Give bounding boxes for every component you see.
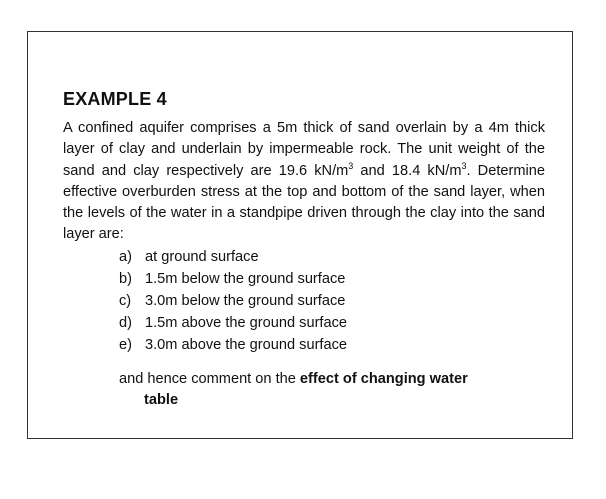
- option-text: 3.0m below the ground surface: [145, 292, 346, 309]
- list-item: [119, 268, 563, 290]
- option-text: 1.5m above the ground surface: [145, 314, 348, 331]
- list-item: [119, 290, 563, 312]
- example-content: [63, 88, 563, 411]
- option-text: 1.5m below the ground surface: [145, 270, 346, 287]
- closing-plain-text: and hence comment on the: [119, 370, 300, 387]
- option-letter: a): [119, 248, 132, 265]
- statement-text-3: . Determine effective overburden stress at the top and bottom of the sand layer, when the levels of the water in a standpipe driven through the clay into the sand layer are:: [63, 162, 545, 243]
- statement-text-2: and 18.4 kN/m: [353, 162, 462, 179]
- problem-statement: [63, 118, 545, 246]
- list-item: [119, 312, 563, 334]
- closing-remark: [119, 369, 539, 411]
- superscript-cubed-1: 3: [348, 160, 354, 171]
- option-letter: c): [119, 292, 132, 309]
- options-list: [63, 246, 563, 356]
- superscript-cubed-2: 3: [461, 160, 467, 171]
- option-letter: b): [119, 270, 132, 287]
- statement-text-1: A confined aquifer comprises a 5m thick of sand overlain by a 4m thick layer of clay and underlain by impermeable rock. The unit weight of the sand and clay respectively are 19.6 kN/m: [63, 120, 545, 179]
- option-letter: e): [119, 336, 132, 353]
- option-text: 3.0m above the ground surface: [145, 336, 348, 353]
- option-text: at ground surface: [145, 248, 259, 265]
- list-item: [119, 246, 563, 268]
- example-title: EXAMPLE 4: [63, 89, 167, 109]
- closing-bold-continuation: table: [144, 391, 179, 408]
- closing-bold-text: effect of changing water: [299, 370, 468, 387]
- list-item: [119, 334, 563, 356]
- option-letter: d): [119, 314, 132, 331]
